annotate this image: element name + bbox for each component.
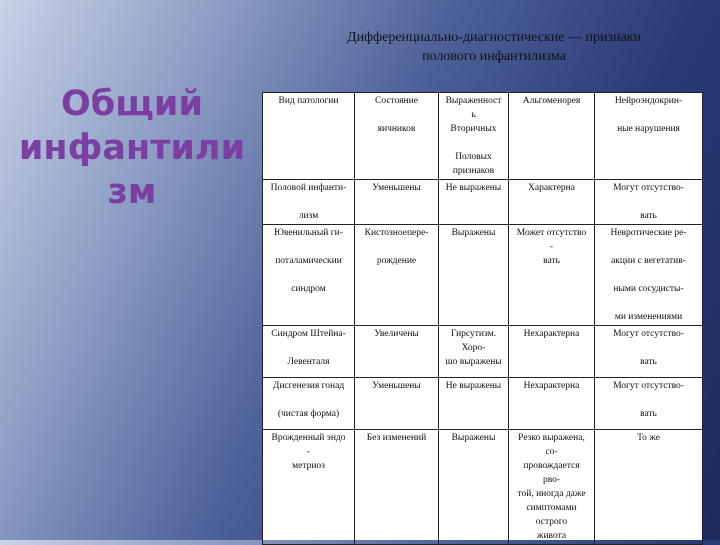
table-row — [263, 378, 703, 430]
header-secondary-signs: Выраженност ь Вторичных Половых признаков — [439, 93, 509, 180]
table-header-row — [263, 93, 703, 180]
table-cell: Увеличены — [355, 326, 439, 378]
table-cell: Гирсутизм. Хоро- шо выражены — [439, 326, 509, 378]
table-cell: Синдром Штейна- Левенталя — [263, 326, 355, 378]
table-cell: Выражены — [439, 225, 509, 326]
table-cell: Выражены — [439, 430, 509, 545]
table-cell: Невротические ре- акции с вегетатив- ными сосудисты- ми изменениями — [595, 225, 703, 326]
table-cell: Может отсутство - вать — [509, 225, 595, 326]
table-cell: Врожденный эндо - метриоз — [263, 430, 355, 545]
table-cell: Нехарактерна — [509, 326, 595, 378]
table-cell: Могут отсутство- вать — [595, 180, 703, 225]
table-cell: Могут отсутство- вать — [595, 326, 703, 378]
table-cell: Уменьшены — [355, 378, 439, 430]
table-cell: Кистозноепере- рождение — [355, 225, 439, 326]
table-row — [263, 180, 703, 225]
table-row — [263, 326, 703, 378]
table-row — [263, 225, 703, 326]
table-cell: Уменьшены — [355, 180, 439, 225]
table-cell: Ювенильный ги- поталамическии синдром — [263, 225, 355, 326]
table-cell: Могут отсутство- вать — [595, 378, 703, 430]
table-cell: Не выражены — [439, 180, 509, 225]
table-row — [263, 430, 703, 545]
table-cell: Половой инфанти- лизм — [263, 180, 355, 225]
table-cell: То же — [595, 430, 703, 545]
table — [262, 92, 703, 545]
table-cell: Нехарактерна — [509, 378, 595, 430]
side-heading: Общий инфантили зм — [18, 84, 246, 212]
table-cell: Характерна — [509, 180, 595, 225]
header-algomenorrhea: Альгоменорея — [509, 93, 595, 180]
slide-title: Дифференциально-диагностические — признаки полового инфантилизма — [347, 30, 641, 64]
header-ovaries: Состояние яичников — [355, 93, 439, 180]
table-cell: Не выражены — [439, 378, 509, 430]
diagnostic-table — [262, 92, 702, 540]
header-neuroendocrine: Нейроэндокрин- ные нарушения — [595, 93, 703, 180]
header-pathology: Вид патологии — [263, 93, 355, 180]
table-cell: Без изменений — [355, 430, 439, 545]
table-cell: Дисгенезия гонад (чистая форма) — [263, 378, 355, 430]
table-cell: Резко выражена, со- провождается рво- той, иногда даже симптомами острого живота — [509, 430, 595, 545]
